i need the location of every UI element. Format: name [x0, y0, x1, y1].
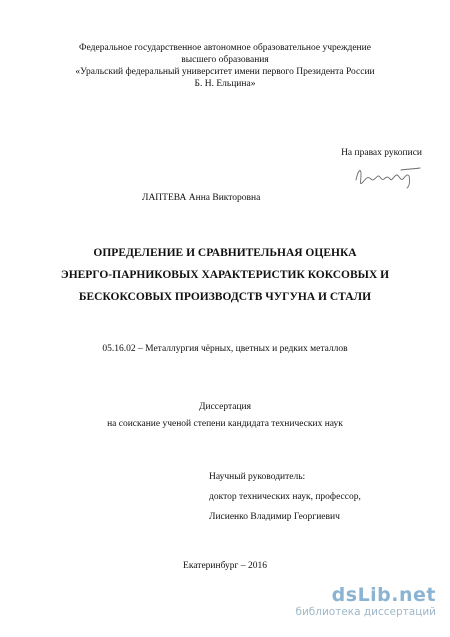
title-line-2: ЭНЕРГО-ПАРНИКОВЫХ ХАРАКТЕРИСТИК КОКСОВЫХ И	[60, 269, 390, 281]
specialty-code: 05.16.02 – Металлургия чёрных, цветных и редких металлов	[102, 344, 348, 354]
institution-line-1: Федеральное государственное автономное образовательное учреждение	[79, 43, 371, 53]
supervisor-block	[209, 467, 361, 527]
rights-note: На правах рукописи	[341, 148, 422, 158]
dissertation-title	[0, 242, 450, 308]
title-line-3: БЕСКОКСОВЫХ ПРОИЗВОДСТВ ЧУГУНА И СТАЛИ	[78, 291, 372, 303]
degree-statement	[0, 399, 450, 433]
watermark-subtitle: библиотека диссертаций	[295, 606, 436, 618]
supervisor-label: Научный руководитель:	[209, 472, 306, 482]
institution-header	[0, 42, 450, 90]
handwritten-signature	[352, 160, 424, 192]
watermark-logo: dsLib.net	[331, 584, 436, 606]
institution-line-2: высшего образования	[181, 55, 269, 65]
degree-line: на соискание ученой степени кандидата технических наук	[107, 419, 343, 429]
institution-line-4: Б. Н. Ельцина»	[194, 79, 256, 89]
author-name: ЛАПТЕВА Анна Викторовна	[142, 193, 261, 203]
dslib-watermark	[295, 585, 436, 619]
institution-line-3: «Уральский федеральный университет имени первого Президента России	[75, 67, 375, 77]
city-year: Екатеринбург – 2016	[183, 561, 267, 571]
supervisor-name: Лисиенко Владимир Георгиевич	[209, 512, 340, 522]
dissertation-label: Диссертация	[199, 402, 251, 412]
title-line-1: ОПРЕДЕЛЕНИЕ И СРАВНИТЕЛЬНАЯ ОЦЕНКА	[93, 247, 357, 259]
supervisor-degree: доктор технических наук, профессор,	[209, 492, 361, 502]
